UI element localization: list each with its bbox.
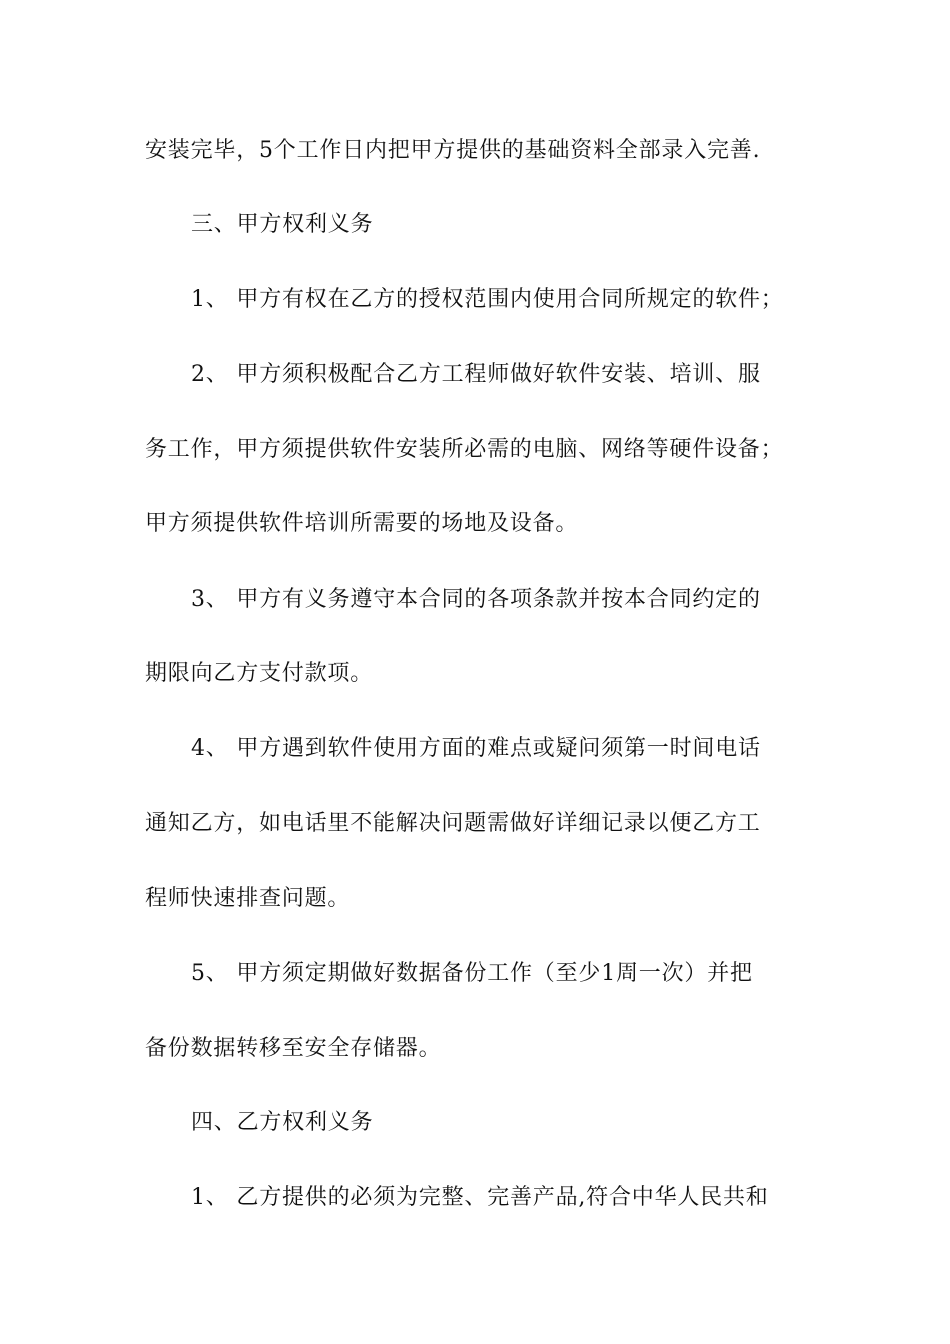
paragraph-line: 甲方须提供软件培训所需要的场地及设备。	[145, 511, 579, 536]
list-item: 1、 甲方有权在乙方的授权范围内使用合同所规定的软件；	[191, 287, 784, 312]
list-item: 5、 甲方须定期做好数据备份工作（至少1周一次）并把	[191, 961, 753, 986]
list-item: 4、 甲方遇到软件使用方面的难点或疑问须第一时间电话	[191, 736, 761, 761]
paragraph-line: 备份数据转移至安全存储器。	[145, 1036, 442, 1061]
paragraph-line: 程师快速排查问题。	[145, 886, 351, 911]
section-heading: 三、甲方权利义务	[191, 212, 374, 237]
list-item: 3、 甲方有义务遵守本合同的各项条款并按本合同约定的	[191, 587, 761, 612]
paragraph-line: 务工作，甲方须提供软件安装所必需的电脑、网络等硬件设备；	[145, 437, 784, 462]
paragraph-line: 期限向乙方支付款项。	[145, 661, 374, 686]
paragraph-line: 安装完毕，5个工作日内把甲方提供的基础资料全部录入完善.	[145, 138, 761, 163]
paragraph-line: 通知乙方，如电话里不能解决问题需做好详细记录以便乙方工	[145, 811, 761, 836]
section-heading: 四、乙方权利义务	[191, 1110, 374, 1135]
list-item: 2、 甲方须积极配合乙方工程师做好软件安装、培训、服	[191, 362, 761, 387]
list-item: 1、 乙方提供的必须为完整、完善产品,符合中华人民共和	[191, 1185, 769, 1210]
